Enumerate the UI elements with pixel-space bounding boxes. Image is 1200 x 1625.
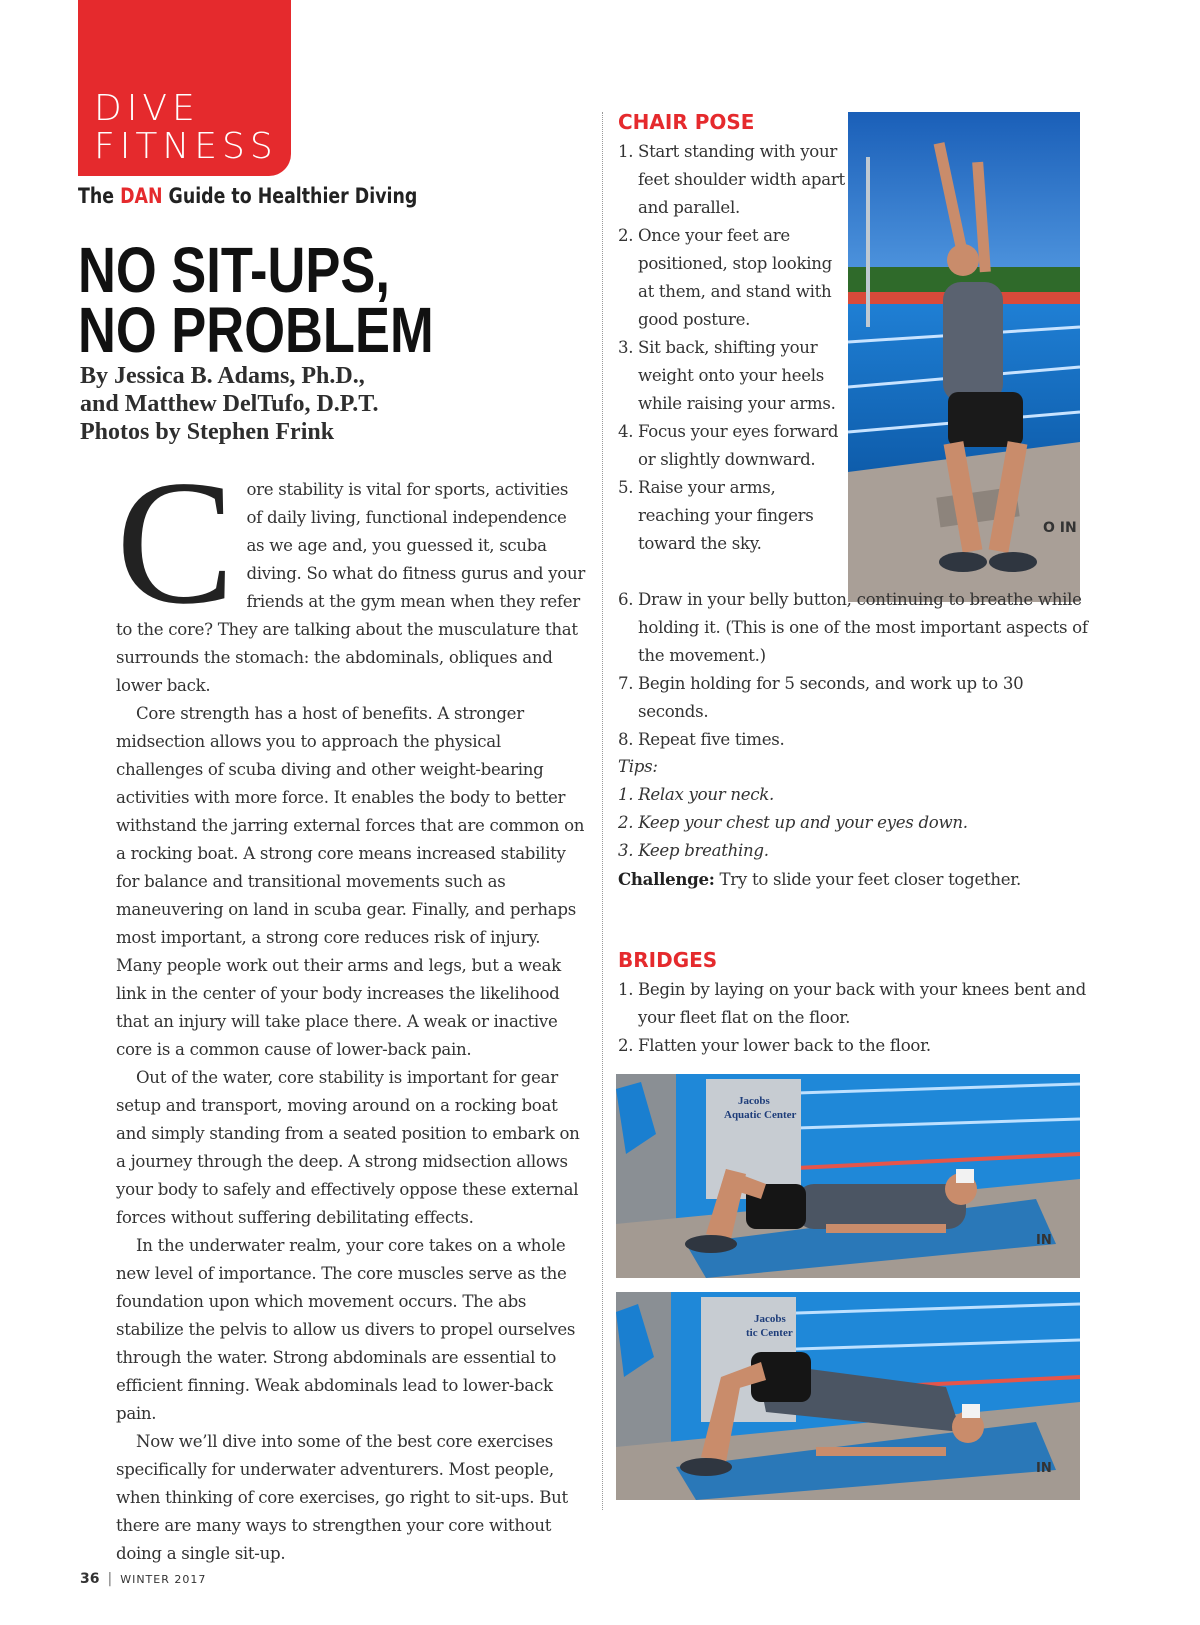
step-text: Repeat five times. [638,730,785,749]
challenge-label: Challenge: [618,869,715,889]
step-number: 3. [618,338,634,357]
step-text: Flatten your lower back to the floor. [638,1036,931,1055]
paragraph-5: Now we’ll dive into some of the best core exercises specifically for underwater adventurers. Most people, when thinking of core exercises, go right to sit-ups. But there are many ways to strengthen your core without doing a single sit-up. [116,1432,568,1563]
tips-label: Tips: [618,757,658,776]
title-line2: NO PROBLEM [78,294,434,366]
byline-line2: and Matthew DelTufo, D.P.T. [80,391,379,417]
bridges-title: BRIDGES [618,948,718,972]
tip-item: 1. Relax your neck. [618,785,774,804]
step-number: 6. [618,590,634,609]
paragraph-4: In the underwater realm, your core takes on a whole new level of importance. The core muscles serve as the foundation upon which movement occurs. The abs stabilize the pelvis to allow us divers to propel ourselves through the water. Strong abdominals are essential to efficient finning. Weak abdominals lead to lower-back pain. [116,1236,576,1423]
chair-pose-steps-b [618,586,1088,754]
step-number: 2. [618,226,634,245]
step-text: Sit back, shifting your weight onto your heels while raising your arms. [638,338,836,413]
dive-fitness-tab [78,0,291,176]
paragraph-1: ore stability is vital for sports, activities of daily living, functional independence as we age and, you guessed it, scuba diving. So what do fitness gurus and your friends at the gym mean when they refer to the core? They are talking about the musculature that surrounds the stomach: the abdominals, obliques and lower back. [116,480,585,695]
tips-block [618,753,968,865]
article-body [116,443,586,1568]
step-text: Raise your arms, reaching your fingers toward the sky. [638,478,814,553]
tip-item: 2. Keep your chest up and your eyes down. [618,813,968,832]
tip-item: 3. Keep breathing. [618,841,769,860]
bridges-steps [618,976,1088,1060]
deck-marking-2: IN [1036,1233,1052,1248]
list-item [618,976,1088,1032]
list-item [618,1032,1088,1060]
step-number: 4. [618,422,634,441]
step-text: Start standing with your feet shoulder width apart and parallel. [638,142,845,217]
sign-text-4: tic Center [746,1327,793,1339]
step-text: Draw in your belly button, continuing to breathe while holding it. (This is one of the most important aspects of the movement.) [638,590,1088,665]
guide-pre: The [78,184,121,208]
guide-subtitle [78,184,417,208]
list-item [618,334,848,418]
step-number: 1. [618,980,634,999]
deck-marking-3: IN [1036,1461,1052,1476]
list-item [618,586,1088,670]
drop-cap: C [116,443,235,641]
step-text: Focus your eyes forward or slightly downward. [638,422,839,469]
list-item [618,418,848,474]
guide-post: Guide to Healthier Diving [162,184,418,208]
step-text: Begin holding for 5 seconds, and work up to 30 seconds. [638,674,1024,721]
paragraph-3: Out of the water, core stability is important for gear setup and transport, moving around on a rocking boat and simply standing from a seated position to embark on a journey through the deep. A strong midsection allows your body to safely and effectively oppose these external forces without suffering debilitating effects. [116,1068,580,1227]
chair-pose-photo [848,112,1080,602]
step-number: 8. [618,730,634,749]
list-item [618,222,848,334]
section-label-line1: DIVE [94,88,200,129]
chair-pose-title: CHAIR POSE [618,110,755,134]
page-footer [80,1568,206,1587]
issue-label: WINTER 2017 [120,1573,207,1586]
section-label-line2: FITNESS [94,126,278,167]
list-item [618,726,1088,754]
paragraph-2: Core strength has a host of benefits. A stronger midsection allows you to approach the physical challenges of scuba diving and other weight-bearing activities with more force. It enables the body to better withstand the jarring external forces that are common on a rocking boat. A strong core means increased stability for balance and transitional movements such as maneuvering on land in scuba gear. Finally, and perhaps most important, a strong core reduces risk of injury. Many people work out their arms and legs, but a weak link in the center of your body increases the likelihood that an injury will take place there. A weak or inactive core is a common cause of lower-back pain. [116,704,585,1059]
bridges-photo-1 [616,1074,1080,1278]
challenge-text: Try to slide your feet closer together. [714,870,1022,889]
step-text: Begin by laying on your back with your knees bent and your fleet flat on the floor. [638,980,1086,1027]
step-number: 1. [618,142,634,161]
column-divider [602,112,603,1510]
byline-line3: Photos by Stephen Frink [80,419,335,445]
step-number: 7. [618,674,634,693]
list-item [618,474,848,558]
sign-text-3: Jacobs [754,1313,786,1325]
section-label [94,90,278,166]
title-line1: NO SIT-UPS, [78,234,391,306]
bridges-photo-2 [616,1292,1080,1500]
byline [80,362,378,446]
sign-text-1: Jacobs [738,1095,770,1107]
page-number: 36 [80,1571,100,1587]
step-text: Once your feet are positioned, stop looking at them, and stand with good posture. [638,226,832,329]
deck-marking-1: O IN [1043,520,1077,536]
guide-brand: DAN [120,184,163,208]
chair-pose-steps-a [618,138,848,558]
byline-line1: By Jessica B. Adams, Ph.D., [80,363,365,389]
list-item [618,670,1088,726]
list-item [618,138,848,222]
step-number: 2. [618,1036,634,1055]
challenge-line [618,865,1021,894]
article-title [78,234,434,366]
step-number: 5. [618,478,634,497]
sign-text-2: Aquatic Center [724,1109,797,1121]
footer-separator: | [107,1571,113,1587]
